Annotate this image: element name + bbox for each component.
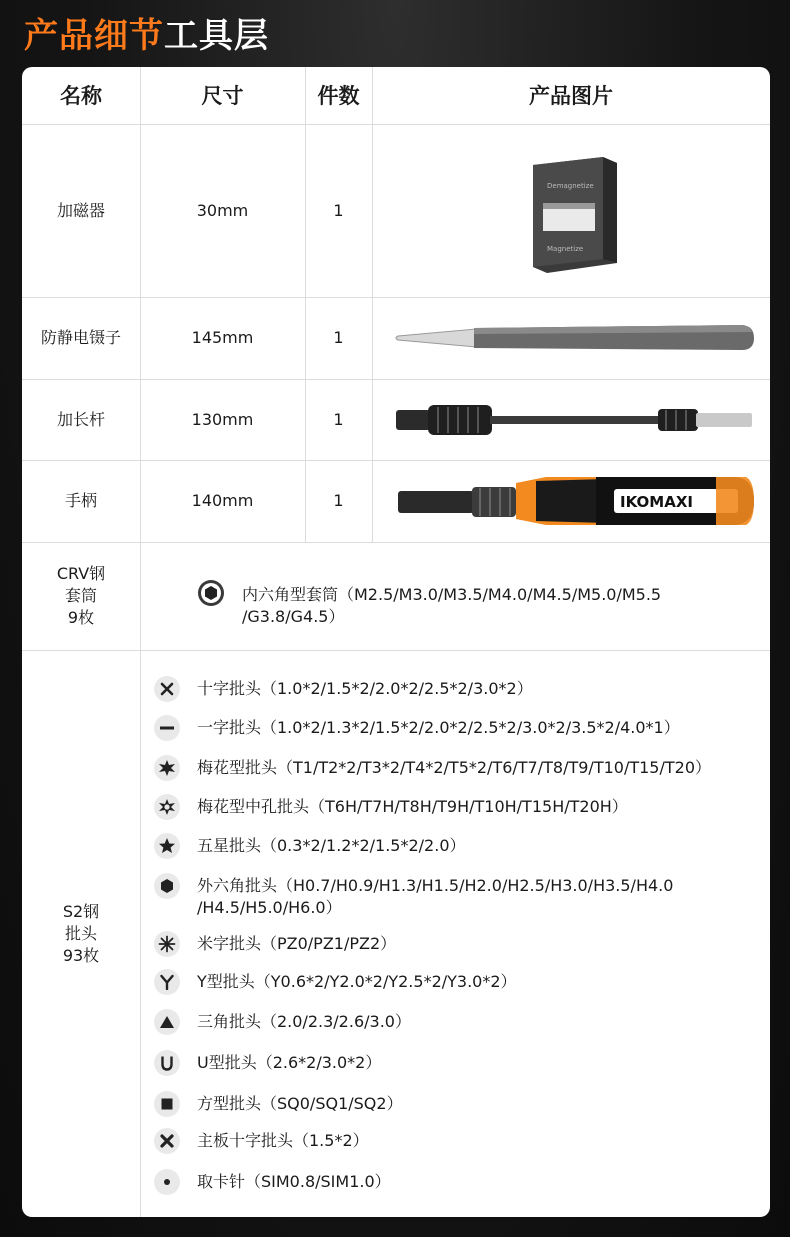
bit-label: Y型批头（Y0.6*2/Y2.0*2/Y2.5*2/Y3.0*2） [197, 972, 517, 991]
row-size: 30mm [196, 200, 249, 220]
magnetizer-image [525, 155, 621, 275]
bit-label: 五星批头（0.3*2/1.2*2/1.5*2/2.0） [197, 836, 466, 855]
socket-group-name: CRV钢 套筒 9枚 [56, 564, 106, 627]
row-name: 加磁器 [56, 200, 105, 220]
bit-label: 十字批头（1.0*2/1.5*2/2.0*2/2.5*2/3.0*2） [197, 679, 533, 698]
list-item [154, 757, 711, 781]
title-highlight: 产品细节 [24, 16, 164, 56]
row-qty: 1 [333, 328, 344, 347]
cross-icon [154, 676, 180, 702]
header-size: 尺寸 [201, 83, 244, 108]
list-item [154, 933, 396, 957]
list-item [154, 717, 680, 741]
tweezers-image [394, 322, 756, 354]
list-item [154, 875, 673, 919]
extension-bar-image [394, 403, 756, 437]
row-name: 防静电镊子 [40, 328, 121, 347]
bit-label: 梅花型批头（T1/T2*2/T3*2/T4*2/T5*2/T6/T7/T8/T9/T10/T15/T20） [197, 758, 711, 777]
sim-pin-icon [154, 1169, 180, 1195]
square-icon [154, 1091, 180, 1117]
page-title [24, 14, 269, 58]
bit-label: 三角批头（2.0/2.3/2.6/3.0） [197, 1012, 411, 1031]
handle-image [396, 473, 758, 529]
header-qty: 件数 [317, 83, 360, 108]
hex-socket-icon [198, 580, 224, 606]
svg-text:Demagnetize: Demagnetize [547, 182, 594, 190]
y-icon [154, 969, 180, 995]
u-icon [154, 1050, 180, 1076]
list-item [154, 796, 628, 820]
list-item [154, 1011, 411, 1035]
header-name: 名称 [60, 83, 102, 108]
divider [372, 67, 373, 542]
svg-text:Magnetize: Magnetize [547, 245, 584, 253]
pozidriv-icon [154, 931, 180, 957]
row-qty: 1 [333, 491, 344, 510]
bit-label: 取卡针（SIM0.8/SIM1.0） [197, 1172, 391, 1191]
handle-brand: IKOMAXI [620, 493, 693, 511]
row-size: 130mm [191, 409, 254, 429]
bit-label: 一字批头（1.0*2/1.3*2/1.5*2/2.0*2/2.5*2/3.0*2/3.5*2/4.0*1） [197, 718, 680, 737]
socket-desc: 内六角型套筒（M2.5/M3.0/M3.5/M4.0/M4.5/M5.0/M5.5 /G3.8/G4.5） [242, 585, 662, 626]
bits-group-name: S2钢 批头 93枚 [62, 901, 100, 965]
slot-icon [154, 715, 180, 741]
hex-icon [154, 873, 180, 899]
row-qty: 1 [333, 200, 344, 220]
row-size: 145mm [191, 328, 254, 347]
bit-label: 梅花型中孔批头（T6H/T7H/T8H/T9H/T10H/T15H/T20H） [197, 797, 628, 816]
header-image: 产品图片 [529, 83, 613, 108]
list-item [154, 1130, 369, 1154]
bit-label: 主板十字批头（1.5*2） [197, 1131, 369, 1150]
row-size: 140mm [191, 491, 254, 510]
bit-label: U型批头（2.6*2/3.0*2） [197, 1053, 382, 1072]
torx-hole-icon [154, 794, 180, 820]
title-rest: 工具层 [164, 16, 269, 56]
torx-icon [154, 755, 180, 781]
list-item [154, 1052, 381, 1076]
list-item [154, 678, 533, 702]
spec-table [22, 67, 770, 1217]
list-item [154, 1093, 403, 1117]
row-qty: 1 [333, 409, 344, 429]
row-name: 加长杆 [56, 409, 105, 429]
row-name: 手柄 [64, 491, 97, 510]
list-item [154, 971, 517, 995]
list-item [154, 835, 466, 859]
mainboard-cross-icon [154, 1128, 180, 1154]
pentalobe-icon [154, 833, 180, 859]
bit-label: 外六角批头（H0.7/H0.9/H1.3/H1.5/H2.0/H2.5/H3.0/H3.5/H4.0 /H4.5/H5.0/H6.0） [197, 876, 674, 917]
bit-label: 米字批头（PZ0/PZ1/PZ2） [197, 934, 397, 953]
triangle-icon [154, 1009, 180, 1035]
bit-label: 方型批头（SQ0/SQ1/SQ2） [197, 1094, 403, 1113]
list-item [154, 1171, 391, 1195]
